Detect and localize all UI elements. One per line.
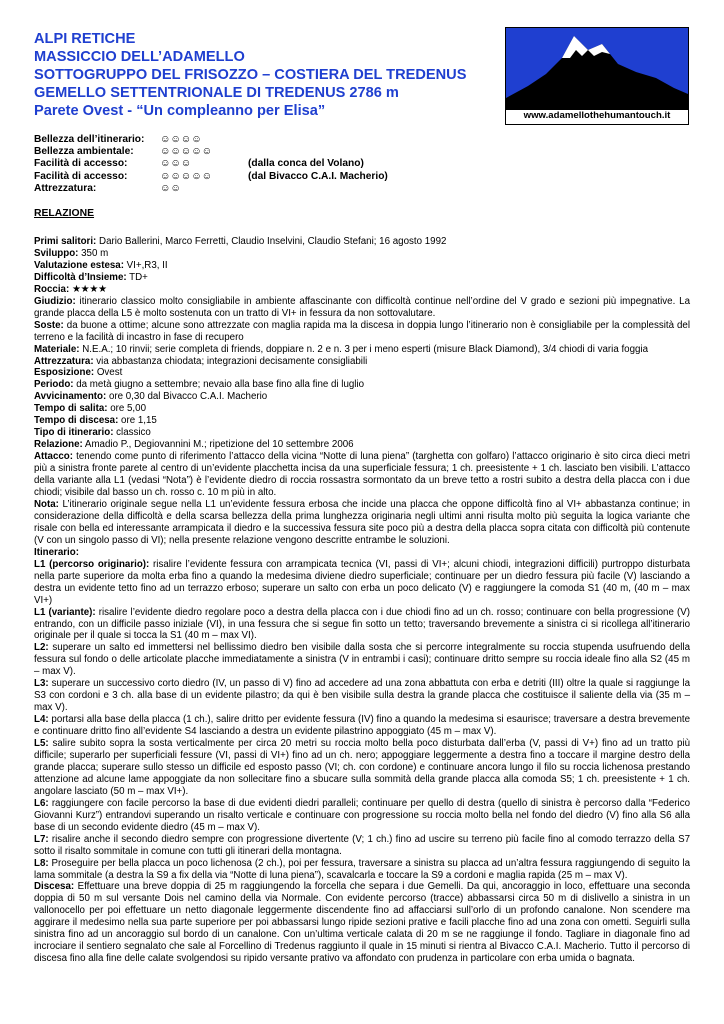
rating-label: Bellezza dell’itinerario: xyxy=(34,134,145,145)
field-label: Soste: xyxy=(34,319,64,331)
title-route: Parete Ovest - “Un compleanno per Elisa” xyxy=(34,103,326,119)
field-label: Discesa: xyxy=(34,881,75,893)
report-paragraph xyxy=(34,403,690,415)
field-text: Proseguire per bella placca un poco lichenosa (2 ch.), poi per fessura, traversare a sinistra su placca ad un’altra fessura raggiungendo di seguito la lama sommitale (a destra la S9 a fix della via “Notte di luna piena”), scavalcarla e toccare la S9 a cordoni e maglia rapida (25 m – max V). xyxy=(34,857,690,881)
field-text: via abbastanza chiodata; integrazioni decisamente consigliabili xyxy=(93,355,368,367)
field-text: salire subito sopra la sosta verticalmente per circa 20 metri su roccia molto bella poco disturbata dall’erba (V, passi di V+) fino ad un tratto più difficile; superarlo per superficiali fessure (VI, passi di VI+) fino ad un ch. nero; appoggiare leggermente a destra fino a toccare il margine destro della grande placca; superare sullo stesso un difficile ed esposto passo (VI; ch. con cordone) e continuare ancora lungo il filo su roccia lichenosa prestando attenzione ad alcune lame appoggiate da non sollecitare fino a sbucare sulla sommità della grande placca alla comoda S5; 1 ch. preesistente + 1 ch. angolare lasciato (50 m – max VI+). xyxy=(34,738,690,797)
smiley-rating-icon: ☺☺ xyxy=(160,182,181,194)
report-paragraph xyxy=(34,272,690,284)
field-label: Avvicinamento: xyxy=(34,391,107,403)
rating-label: Facilità di accesso: xyxy=(34,170,128,182)
report-paragraph xyxy=(34,344,690,356)
rating-label: Bellezza ambientale: xyxy=(34,146,134,158)
field-label: Difficoltà d’Insieme: xyxy=(34,271,127,283)
field-label: Sviluppo: xyxy=(34,247,79,259)
field-label: L1 (percorso originario): xyxy=(34,558,150,570)
field-label: Giudizio: xyxy=(34,295,76,307)
field-text: L’itinerario originale segue nella L1 un’evidente fessura erbosa che incide una placca che oppone difficoltà fino al VI+ abbastanza continue; in considerazione della difficoltà e della scarsa bellezza della prima lunghezza originaria negli ultimi anni risulta molto più seguita la logica variante che risale con bella ed interessante arrampicata il diedro e la successiva fessura site poco più a destra della placca sopra citata con difficoltà più contenute (V con un singolo passo di VI); nella presente relazione vengono descritte entrambe le soluzioni. xyxy=(34,498,690,546)
field-text: risalire l’evidente fessura con arrampicata tecnica (VI, passi di VI+; alcuni chiodi, integrazioni difficili) purtroppo disturbata nella parte superiore da molta erba fino a quando la medesima diviene diedro superficiale; continuare per un diedro fessura più facile (V) lasciando a destra un evidente tetto fino ad un terrazzo erboso; superare un salto con erba un poco delicato (V) e raggiungere la comoda S1 (40 m, (40 m – max VI+) xyxy=(34,558,690,606)
report-paragraph xyxy=(34,798,690,834)
report-paragraph xyxy=(34,260,690,272)
report-paragraph xyxy=(34,858,690,882)
field-text: tenendo come punto di riferimento l’attacco della vicina “Notte di luna piena” (targhetta con golfaro) l’attacco originario è sito circa dieci metri più a sinistra fronte parete al centro di un’evidente placchetta incisa da una superficiale fessura; 1 ch. preesistente + 1 ch. lasciato ben visibili. L’attacco della variante alla L1 (vedasi “Nota”) è l’evidente diedro di roccia rossastra sormontato da un breve tetto a rostri subito a destra della placca con i due chiodi; visibile dal basso un ch. rosso c. 10 m più in alto. xyxy=(34,451,690,499)
smiley-rating-icon: ☺☺☺☺☺ xyxy=(160,170,213,182)
field-label: L7: xyxy=(34,833,49,845)
report-paragraph xyxy=(34,834,690,858)
rating-row xyxy=(34,146,388,158)
field-label: L3: xyxy=(34,678,49,690)
report-paragraph xyxy=(34,678,690,714)
rating-note: (dalla conca del Volano) xyxy=(248,158,364,170)
report-paragraph xyxy=(34,367,690,379)
mountain-logo-icon xyxy=(506,28,688,110)
ratings-block xyxy=(34,134,388,195)
report-paragraph xyxy=(34,607,690,643)
rating-label: Attrezzatura: xyxy=(34,182,97,194)
report-paragraph xyxy=(34,391,690,403)
title-region: ALPI RETICHE xyxy=(34,31,136,47)
report-paragraph xyxy=(34,236,690,248)
rating-row xyxy=(34,183,388,195)
field-label: Tipo di itinerario: xyxy=(34,427,114,439)
field-label: L4: xyxy=(34,714,49,726)
field-text: da buone a ottime; alcune sono attrezzate con maglia rapida ma la discesa in doppia lungo l’itinerario non è consigliabile per la complessità del terreno e la facilità di incastro in fase di recupero xyxy=(34,319,690,343)
field-text: VI+,R3, II xyxy=(123,259,168,271)
field-text: risalire l’evidente diedro regolare poco a destra della placca con i due chiodi fino ad un ch. rosso; continuare con bella progressione (V) entrando, con un difficile passo iniziale (VI), in una fessura che si segue fin sotto un tetto; traversando brevemente a sinistra ci si ricollega all’itinerario originale per il quale si tocca la S1 (40 m – max VI). xyxy=(34,606,690,642)
rock-stars-icon: ★★★★ xyxy=(69,283,107,295)
logo-box xyxy=(505,27,689,125)
field-label: L1 (variante): xyxy=(34,606,96,618)
smiley-rating-icon: ☺☺☺ xyxy=(160,158,192,170)
report-body xyxy=(34,236,690,965)
field-text: superare un successivo corto diedro (IV, un passo di V) fino ad accedere ad una zona abbattuta con erba e detriti (III) oltre la quale si raggiunge la S3 con cordoni e 3 ch. alla base di un evidente pilastro; da qui è ben visibile sulla destra la grande placca che costituisce il saliente della via (35 m – max V). xyxy=(34,678,690,714)
field-text: Dario Ballerini, Marco Ferretti, Claudio Inselvini, Claudio Stefani; 16 agosto 1992 xyxy=(96,236,447,247)
field-label: Materiale: xyxy=(34,343,80,355)
report-paragraph xyxy=(34,427,690,439)
field-label: L5: xyxy=(34,738,49,750)
smiley-rating-icon: ☺☺☺☺ xyxy=(160,134,202,145)
field-label: L2: xyxy=(34,642,49,654)
header-titles xyxy=(34,30,484,120)
smiley-rating-icon: ☺☺☺☺☺ xyxy=(160,146,213,158)
field-text: raggiungere con facile percorso la base di due evidenti diedri paralleli; continuare per quello di destra (quello di sinistra è percorso dalla “Federico Giovanni Kurz”) entrandovi superando un risalto verticale e continuare con progressione su roccia molto bella nel fondo del diedro (V) fino alla S6 alla base di un secondo evidente diedro (45 m – max V). xyxy=(34,797,690,833)
field-label: Itinerario: xyxy=(34,546,79,558)
field-text: classico xyxy=(113,427,151,439)
field-label: L6: xyxy=(34,797,49,809)
report-paragraph xyxy=(34,284,690,296)
field-label: Attacco: xyxy=(34,451,74,463)
title-massif: MASSICCIO DELL’ADAMELLO xyxy=(34,49,245,65)
field-text: ore 1,15 xyxy=(118,415,157,427)
field-label: Roccia: xyxy=(34,283,70,295)
field-text: itinerario classico molto consigliabile in ambiente affascinante con difficoltà continue nell’ordine del V grado e sezioni più impegnative. La grande placca della L5 è molto sostenuta con un tratto di VI+ in fessura da non sottovalutare. xyxy=(34,295,690,319)
field-text: da metà giugno a settembre; nevaio alla base fino alla fine di luglio xyxy=(73,379,365,391)
report-paragraph xyxy=(34,714,690,738)
report-paragraph xyxy=(34,499,690,547)
section-title: RELAZIONE xyxy=(34,208,95,219)
rating-row xyxy=(34,158,388,170)
report-paragraph xyxy=(34,356,690,368)
field-label: Tempo di discesa: xyxy=(34,415,119,427)
field-text: portarsi alla base della placca (1 ch.), salire dritto per evidente fessura (IV) fino a quando la medesima si esaurisce; traversare a destra brevemente e continuare dritto fino all’evidente S4 lasciando a destra un evidente pilastrino appoggiato (45 m – max V). xyxy=(34,714,690,738)
field-text: ore 5,00 xyxy=(107,403,146,415)
title-peak: GEMELLO SETTENTRIONALE DI TREDENUS 2786 m xyxy=(34,85,399,101)
report-paragraph xyxy=(34,379,690,391)
report-paragraph xyxy=(34,559,690,607)
field-label: Primi salitori: xyxy=(34,236,97,247)
field-text: 350 m xyxy=(78,247,109,259)
title-subgroup: SOTTOGRUPPO DEL FRISOZZO – COSTIERA DEL TREDENUS xyxy=(34,67,467,83)
rating-row xyxy=(34,134,388,146)
logo-url[interactable]: www.adamellothehumantouch.it xyxy=(523,110,671,121)
report-paragraph xyxy=(34,296,690,320)
report-paragraph xyxy=(34,415,690,427)
field-text: risalire anche il secondo diedro sempre con progressione divertente (V; 1 ch.) fino ad uscire su terreno più facile fino al comodo terrazzo della S7 sotto il risalto sommitale in comune con tutti gli itinerari della montagna. xyxy=(34,833,690,857)
report-paragraph xyxy=(34,248,690,260)
rating-label: Facilità di accesso: xyxy=(34,158,128,170)
report-paragraph xyxy=(34,547,690,559)
field-label: Periodo: xyxy=(34,379,74,391)
field-label: Esposizione: xyxy=(34,367,95,379)
report-paragraph xyxy=(34,320,690,344)
field-text: N.E.A.; 10 rinvii; serie completa di friends, doppiare n. 2 e n. 3 per i meno esperti (misure Black Diamond), 3/4 chiodi di varia foggia xyxy=(79,343,649,355)
field-text: superare un salto ed immettersi nel bellissimo diedro ben visibile dalla sosta che si percorre integralmente su roccia stupenda usufruendo della fessura sul fondo o delle articolate placche immediatamente a sinistra (V in entrambi i casi); continuare dritto sempre su roccia ideale fino alla S2 (45 m – max V). xyxy=(34,642,690,678)
report-paragraph xyxy=(34,738,690,798)
field-text: Ovest xyxy=(94,367,123,379)
report-paragraph xyxy=(34,881,690,965)
rating-note: (dal Bivacco C.A.I. Macherio) xyxy=(248,170,388,182)
field-label: L8: xyxy=(34,857,49,869)
field-label: Relazione: xyxy=(34,439,83,451)
field-text: Effettuare una breve doppia di 25 m raggiungendo la forcella che separa i due Gemelli. Da qui, ancoraggio in loco, effettuare una seconda doppia di 50 m sul versante Dois nel camino della via Normale. Con evidente percorso (tracce) abbassarsi circa 50 m di dislivello a sinistra in un vallonocello per poi effettuare un netto diagonale leggermente discendente fino ad affacciarsi sull’orlo di un profondo canalone. Non scendere ma aggirare il medesimo nella sua parte superiore per poi abbassarsi lungo ripide sezioni prative e facili placche fino ad una zona con ometti. Seguirli sulla sinistra fino ad un ancoraggio sul bordo di un canalone. Con un’ultima verticale calata di 20 m se ne raggiunge il fondo. Tagliare in diagonale fino ad incrociare il sentiero segnalato che sale al Forcellino di Tredenus raggiunto il quale in 15 minuti si rientra al Bivacco C.A.I. Macherio. Tutto il percorso di discesa fino alla fine delle calate svolgendosi su ripido versante prativo va affondato con prudenza in particolare con erba umida o bagnata. xyxy=(34,881,690,965)
report-paragraph xyxy=(34,439,690,451)
field-label: Attrezzatura: xyxy=(34,355,94,367)
report-paragraph xyxy=(34,451,690,499)
field-text: ore 0,30 dal Bivacco C.A.I. Macherio xyxy=(106,391,268,403)
field-label: Valutazione estesa: xyxy=(34,259,124,271)
rating-row xyxy=(34,171,388,183)
field-text: Amadio P., Degiovannini M.; ripetizione del 10 settembre 2006 xyxy=(82,439,354,451)
field-label: Tempo di salita: xyxy=(34,403,108,415)
report-paragraph xyxy=(34,642,690,678)
field-label: Nota: xyxy=(34,498,59,510)
field-text: TD+ xyxy=(126,271,148,283)
